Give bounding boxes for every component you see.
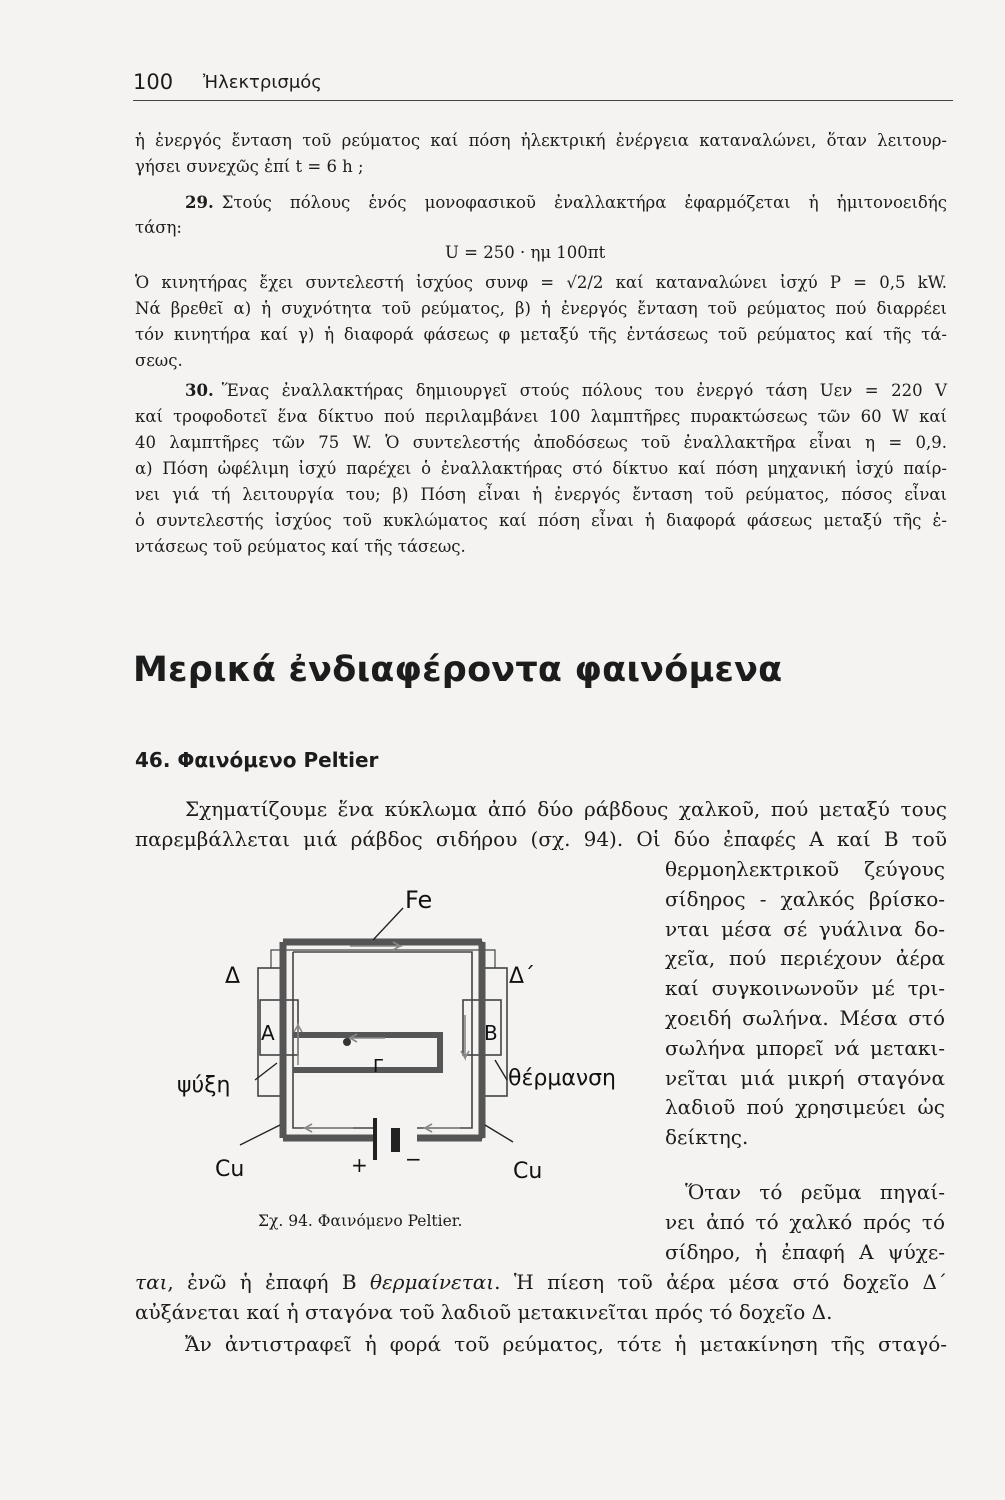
circuit-inner-path bbox=[293, 952, 472, 1128]
problem-30-line-4: α) Πόση ὠφέλιμη ἰσχύ παρέχει ὁ ἐναλλακτήρας στό δίκτυο καί πόση μηχανική ἰσχύ παίρ- bbox=[135, 459, 947, 478]
label-cooling: ψύξη bbox=[177, 1073, 231, 1098]
label-delta: Δ bbox=[225, 964, 241, 989]
body-line-2: παρεμβάλλεται μιά ράβδος σιδήρου (σχ. 94). Οἱ δύο ἐπαφές Α καί Β τοῦ bbox=[135, 827, 947, 851]
section-heading: Μερικά ἐνδιαφέροντα φαινόμενα bbox=[133, 650, 783, 690]
label-plus: + bbox=[351, 1153, 368, 1177]
problem-30-number: 30. bbox=[185, 381, 214, 400]
body-line-1: Σχηματίζουμε ἕνα κύκλωμα ἀπό δύο ράβδους χαλκοῦ, πού μεταξύ τους bbox=[185, 797, 947, 821]
body-right-column-2 bbox=[665, 1178, 945, 1267]
problem-29-line-2: τάση: bbox=[135, 218, 182, 237]
label-b: B bbox=[484, 1021, 498, 1045]
body-right-line-2: σίδηρος - χαλκός βρίσκο- bbox=[665, 886, 945, 911]
body-right2-line-1: Ὅταν τό ρεῦμα πηγαί- bbox=[685, 1180, 945, 1204]
iron-rod bbox=[293, 1035, 440, 1070]
problem-29-line-1 bbox=[185, 190, 947, 216]
arrow-bottom-left bbox=[305, 1124, 353, 1132]
label-delta-prime: Δ΄ bbox=[509, 964, 536, 989]
arrow-left-up bbox=[294, 1025, 302, 1065]
battery-negative-plate bbox=[391, 1128, 400, 1152]
chapter-title: Ἠλεκτρισμός bbox=[203, 72, 322, 93]
subsection-heading: 46. Φαινόμενο Peltier bbox=[135, 748, 379, 772]
label-a: A bbox=[261, 1021, 275, 1045]
body-right-line-8: νεῖται μιά μικρή σταγόνα bbox=[665, 1065, 945, 1090]
body-right-column bbox=[665, 855, 945, 1153]
body-tail-end: . Ἡ πίεση τοῦ ἀέρα μέσα στό δοχεῖο Δ΄ bbox=[494, 1270, 947, 1294]
problem-30-line-5: νει γιά τή λειτουργία του; β) Πόση εἶναι ἡ ἐνεργός ἔνταση τοῦ ρεύματος, πόσος εἶναι bbox=[135, 485, 947, 504]
body-right-line-5: καί συγκοινωνοῦν μέ τρι- bbox=[665, 976, 945, 1001]
problem-29-text-1: Στούς πόλους ἑνός μονοφασικοῦ ἐναλλακτήρα ἐφαρμόζεται ἡ ἡμιτονοειδής bbox=[221, 193, 947, 212]
problem-29-line-5: τόν κινητήρα καί γ) ἡ διαφορά φάσεως φ μεταξύ τῆς ἐντάσεως τοῦ ρεύματος καί τῆς τά- bbox=[135, 325, 947, 344]
label-fe: Fe bbox=[405, 886, 433, 914]
circuit-outer-path bbox=[283, 942, 482, 1138]
body-right2-line-2: νει ἀπό τό χαλκό πρός τό bbox=[665, 1209, 945, 1234]
cu-left-pointer bbox=[240, 1125, 280, 1145]
problem-30-text-1: Ἕνας ἐναλλακτήρας δημιουργεῖ στούς πόλους του ἐνεργό τάση Uεν = 220 V bbox=[221, 381, 947, 400]
label-heating: θέρμανση bbox=[508, 1066, 616, 1091]
problem-30-line-7: ντάσεως τοῦ ρεύματος καί τῆς τάσεως. bbox=[135, 537, 466, 556]
arrow-bottom-right bbox=[425, 1124, 460, 1132]
problem-29-line-6: σεως. bbox=[135, 351, 183, 370]
oil-drop bbox=[343, 1038, 351, 1046]
body-right-line-10: δείκτης. bbox=[665, 1125, 749, 1150]
heating-pointer bbox=[495, 1060, 507, 1080]
body-tail-line-3: Ἄν ἀντιστραφεῖ ἡ φορά τοῦ ρεύματος, τότε ἡ μετακίνηση τῆς σταγό- bbox=[185, 1332, 947, 1356]
label-cu-left: Cu bbox=[215, 1157, 245, 1182]
figure-caption: Σχ. 94. Φαινόμενο Peltier. bbox=[258, 1212, 463, 1230]
fe-pointer bbox=[373, 908, 403, 940]
body-tail-line-2: αὐξάνεται καί ἡ σταγόνα τοῦ λαδιοῦ μετακινεῖται πρός τό δοχεῖο Δ. bbox=[135, 1300, 833, 1324]
problem-29-line-3: Ὁ κινητήρας ἔχει συντελεστή ἰσχύος συνφ = √2/2 καί καταναλώνει ἰσχύ P = 0,5 kW. bbox=[135, 273, 947, 292]
problem-28-line-2: γήσει συνεχῶς ἐπί t = 6 h ; bbox=[135, 157, 364, 176]
cu-right-pointer bbox=[485, 1125, 513, 1142]
body-right-line-4: χεῖα, πού περιέχουν ἀέρα bbox=[665, 946, 945, 971]
body-right-line-9: λαδιοῦ πού χρησιμεύει ὡς bbox=[665, 1095, 945, 1120]
label-minus: − bbox=[405, 1147, 422, 1171]
body-right-line-6: χοειδή σωλήνα. Μέσα στό bbox=[665, 1005, 945, 1030]
body-right2-line-3: σίδηρο, ἡ ἐπαφή Α ψύχε- bbox=[665, 1239, 945, 1264]
problem-30-line-6: ὁ συντελεστής ἰσχύος τοῦ κυκλώματος καί πόση εἶναι ἡ διαφορά φάσεως μεταξύ τῆς ἐ- bbox=[135, 511, 947, 530]
problem-29-line-4: Νά βρεθεῖ α) ἡ συχνότητα τοῦ ρεύματος, β) ἡ ἐνεργός ἔνταση τοῦ ρεύματος πού διαρρέει bbox=[135, 299, 947, 318]
body-tail-start: ται bbox=[135, 1270, 168, 1294]
body-right-line-1: θερμοηλεκτρικοῦ ζεύγους bbox=[665, 857, 945, 881]
body-right-line-3: νται μέσα σέ γυάλινα δο- bbox=[665, 916, 945, 941]
problem-29-formula: U = 250 · ημ 100πt bbox=[445, 243, 606, 262]
problem-30-line-3: 40 λαμπτῆρες τῶν 75 W. Ὁ συντελεστής ἀποδόσεως τοῦ ἐναλλακτῆρα εἶναι η = 0,9. bbox=[135, 433, 947, 452]
body-tail-italic: θερμαίνεται bbox=[369, 1270, 495, 1294]
label-gamma: Γ bbox=[373, 1056, 384, 1077]
running-head bbox=[133, 64, 953, 101]
problem-29-number: 29. bbox=[185, 193, 214, 212]
body-tail-line-1 bbox=[135, 1268, 947, 1298]
label-cu-right: Cu bbox=[513, 1159, 543, 1184]
problem-30-line-2: καί τροφοδοτεῖ ἕνα δίκτυο πού περιλαμβάνει 100 λαμπτῆρες πυρακτώσεως τῶν 60 W καί bbox=[135, 407, 947, 426]
problem-28-line-1: ἡ ἐνεργός ἔνταση τοῦ ρεύματος καί πόση ἠλεκτρική ἐνέργεια καταναλώνει, ὅταν λειτουρ- bbox=[135, 131, 947, 150]
body-right-line-7: σωλήνα μπορεῖ νά μετακι- bbox=[665, 1035, 945, 1060]
page-number: 100 bbox=[133, 70, 174, 94]
problem-30-line-1 bbox=[185, 378, 947, 404]
body-tail-mid: , ἐνῶ ἡ ἐπαφή Β bbox=[167, 1270, 370, 1294]
peltier-diagram bbox=[177, 880, 616, 1190]
